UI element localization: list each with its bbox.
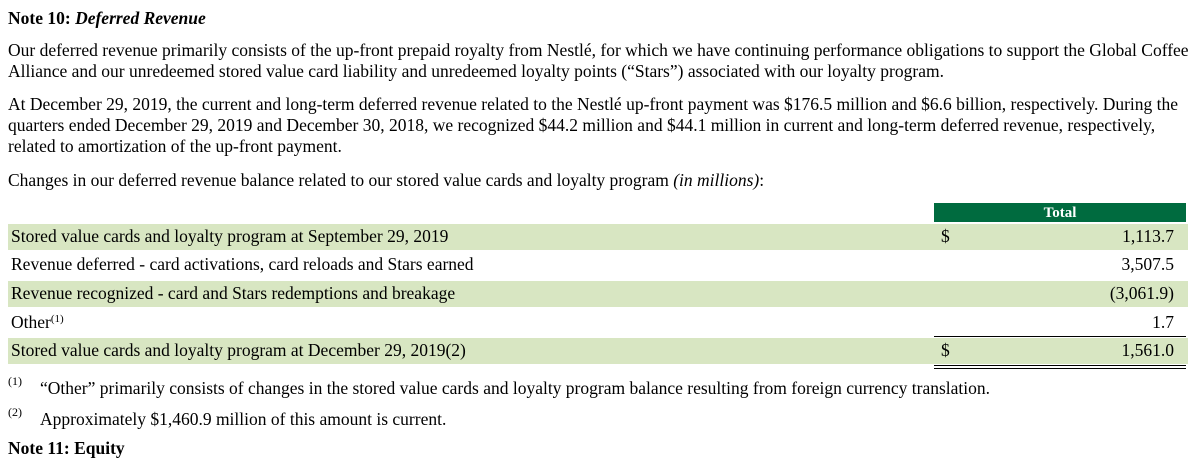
total-double-rule-bottom <box>934 368 1186 369</box>
footnote-marker: (2) <box>8 405 22 419</box>
currency-symbol: $ <box>941 226 950 246</box>
table-intro <box>8 170 1194 191</box>
footnote-text: “Other” primarily consists of changes in the stored value cards and loyalty program balance resulting from foreign currency translation. <box>40 378 991 398</box>
row-value: (3,061.9) <box>1109 283 1174 303</box>
table-row <box>8 338 1188 364</box>
row-value: 1.7 <box>1152 312 1174 332</box>
table-row <box>8 310 1188 336</box>
total-column-header: Total <box>934 203 1186 222</box>
total-rule <box>934 336 1186 337</box>
row-label <box>11 312 64 333</box>
footnote-ref: (1) <box>50 313 64 325</box>
footnote-marker: (1) <box>8 374 22 388</box>
row-label: Revenue recognized - card and Stars redemptions and breakage <box>11 283 456 303</box>
table-row <box>8 281 1188 307</box>
table-intro-text: Changes in our deferred revenue balance related to our stored value cards and loyalty program <box>8 170 674 190</box>
total-double-rule-top <box>934 365 1186 366</box>
paragraph-deferred-revenue-overview: Our deferred revenue primarily consists of the up-front prepaid royalty from Nestlé, for which we have continuing performance obligations to support the Global Coffee Alliance and our unredeemed stored value card liability and unredeemed loyalty points (“Stars”) associated with our loyalty program. <box>8 40 1189 81</box>
row-value: 3,507.5 <box>1121 254 1174 274</box>
table-intro-units: (in millions) <box>673 170 760 190</box>
note-heading <box>8 8 206 29</box>
next-note-heading: Note 11: Equity <box>8 438 125 458</box>
currency-symbol: $ <box>941 340 950 360</box>
row-label: Stored value cards and loyalty program at December 29, 2019(2) <box>11 340 466 360</box>
paragraph-nestle-payment: At December 29, 2019, the current and long-term deferred revenue related to the Nestlé up-front payment was $176.5 million and $6.6 billion, respectively. During the quarters ended December 29, 2019 and December 30, 2018, we recognized $44.2 million and $44.1 million in current and long-term deferred revenue, respectively, related to amortization of the up-front payment. <box>8 94 1179 156</box>
note-number: Note 10: <box>8 8 71 28</box>
row-label: Revenue deferred - card activations, card reloads and Stars earned <box>11 254 474 274</box>
table-row <box>8 224 1188 250</box>
row-label-text: Other <box>11 312 51 332</box>
table-intro-suffix: : <box>759 170 765 190</box>
row-label: Stored value cards and loyalty program at September 29, 2019 <box>11 226 449 246</box>
row-value: 1,561.0 <box>1121 340 1174 360</box>
row-value: 1,113.7 <box>1122 226 1174 246</box>
table-row <box>8 252 1188 278</box>
note-title: Deferred Revenue <box>75 8 206 28</box>
footnote-text: Approximately $1,460.9 million of this amount is current. <box>40 409 447 429</box>
